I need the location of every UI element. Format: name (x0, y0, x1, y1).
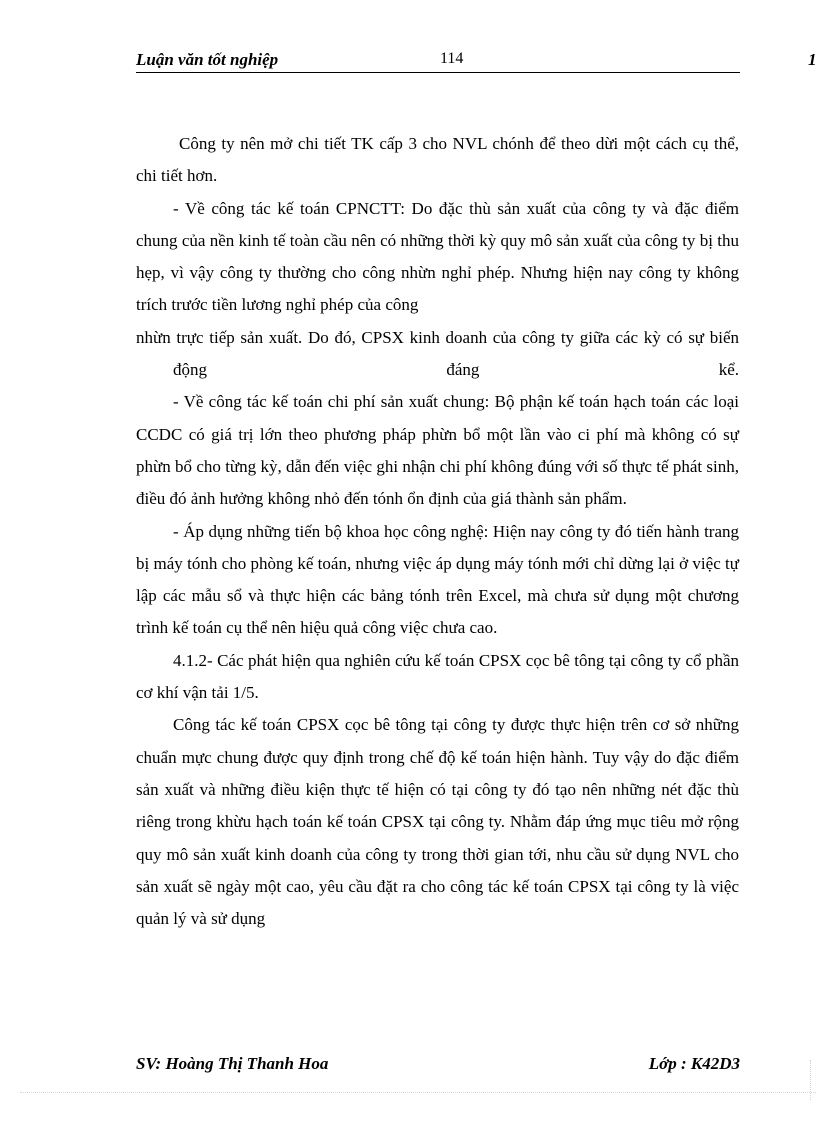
paragraph-2: - Về công tác kế toán CPNCTT: Do đặc thù sản xuất của công ty và đặc điểm chung của nền kinh tế toàn cầu nên có những thời kỳ quy mô sản xuất của công ty bị thu hẹp, vì vậy công ty thường cho công nhừn nghỉ phép. Nhưng hiện nay công ty không trích trước tiền lương nghỉ phép của công (136, 198, 739, 315)
paragraph-3: nhừn trực tiếp sản xuất. Do đó, CPSX kinh doanh của công ty giữa các kỳ có sự biến động đáng kể. (136, 327, 739, 380)
page-bottom-border (20, 1092, 816, 1093)
header-right-fragment: 1 (808, 50, 816, 69)
page-right-border (810, 1060, 811, 1100)
footer-class: Lớp : K42D3 (648, 1054, 740, 1073)
body-text (136, 128, 739, 935)
paragraph-5: - Áp dụng những tiến bộ khoa học công nghệ: Hiện nay công ty đó tiến hành trang bị máy tónh cho phòng kế toán, nhưng việc áp dụng máy tónh mới chỉ dừng lại ở việc tự lập các mẫu sổ và thực hiện các bảng tónh trên Excel, mà chưa sử dụng một chương trình kế toán cụ thể nên hiệu quả công việc chưa cao. (136, 521, 739, 638)
paragraph-6: Công tác kế toán CPSX cọc bê tông tại công ty được thực hiện trên cơ sở những chuẩn mực chung được quy định trong chế độ kế toán hiện hành. Tuy vậy do đặc điểm sản xuất và những điều kiện thực tế hiện có tại công ty đó tạo nên những nét đặc thù riêng trong khừu hạch toán kế toán CPSX tại công ty. Nhằm đáp ứng mục tiêu mở rộng quy mô sản xuất kinh doanh của công ty trong thời gian tới, nhu cầu sử dụng NVL cho sản xuất sẽ ngày một cao, yêu cầu đặt ra cho công tác kế toán CPSX tại công ty là việc quản lý và sử dụng (136, 715, 739, 929)
page-number: 114 (440, 50, 464, 67)
paragraph-1: Công ty nên mở chi tiết TK cấp 3 cho NVL chónh để theo dừi một cách cụ thể, chi tiết hơn. (136, 134, 739, 186)
header-title: Luận văn tốt nghiệp (136, 50, 279, 69)
footer-student: SV: Hoàng Thị Thanh Hoa (136, 1054, 329, 1073)
page-footer (136, 1054, 740, 1078)
section-heading-4-1-2: 4.1.2- Các phát hiện qua nghiên cứu kế toán CPSX cọc bê tông tại công ty cổ phần cơ khí vận tải 1/5. (136, 650, 739, 703)
page-header (136, 48, 740, 73)
paragraph-4: - Về công tác kế toán chi phí sản xuất chung: Bộ phận kế toán hạch toán các loại CCDC có giá trị lớn theo phương pháp phừn bổ một lần vào ci phí mà không có sự phừn bổ cho từng kỳ, dẫn đến việc ghi nhận chi phí không đúng với số thực tế phát sinh, điều đó ảnh hưởng không nhỏ đến tónh ổn định của giá thành sản phẩm. (136, 392, 739, 509)
